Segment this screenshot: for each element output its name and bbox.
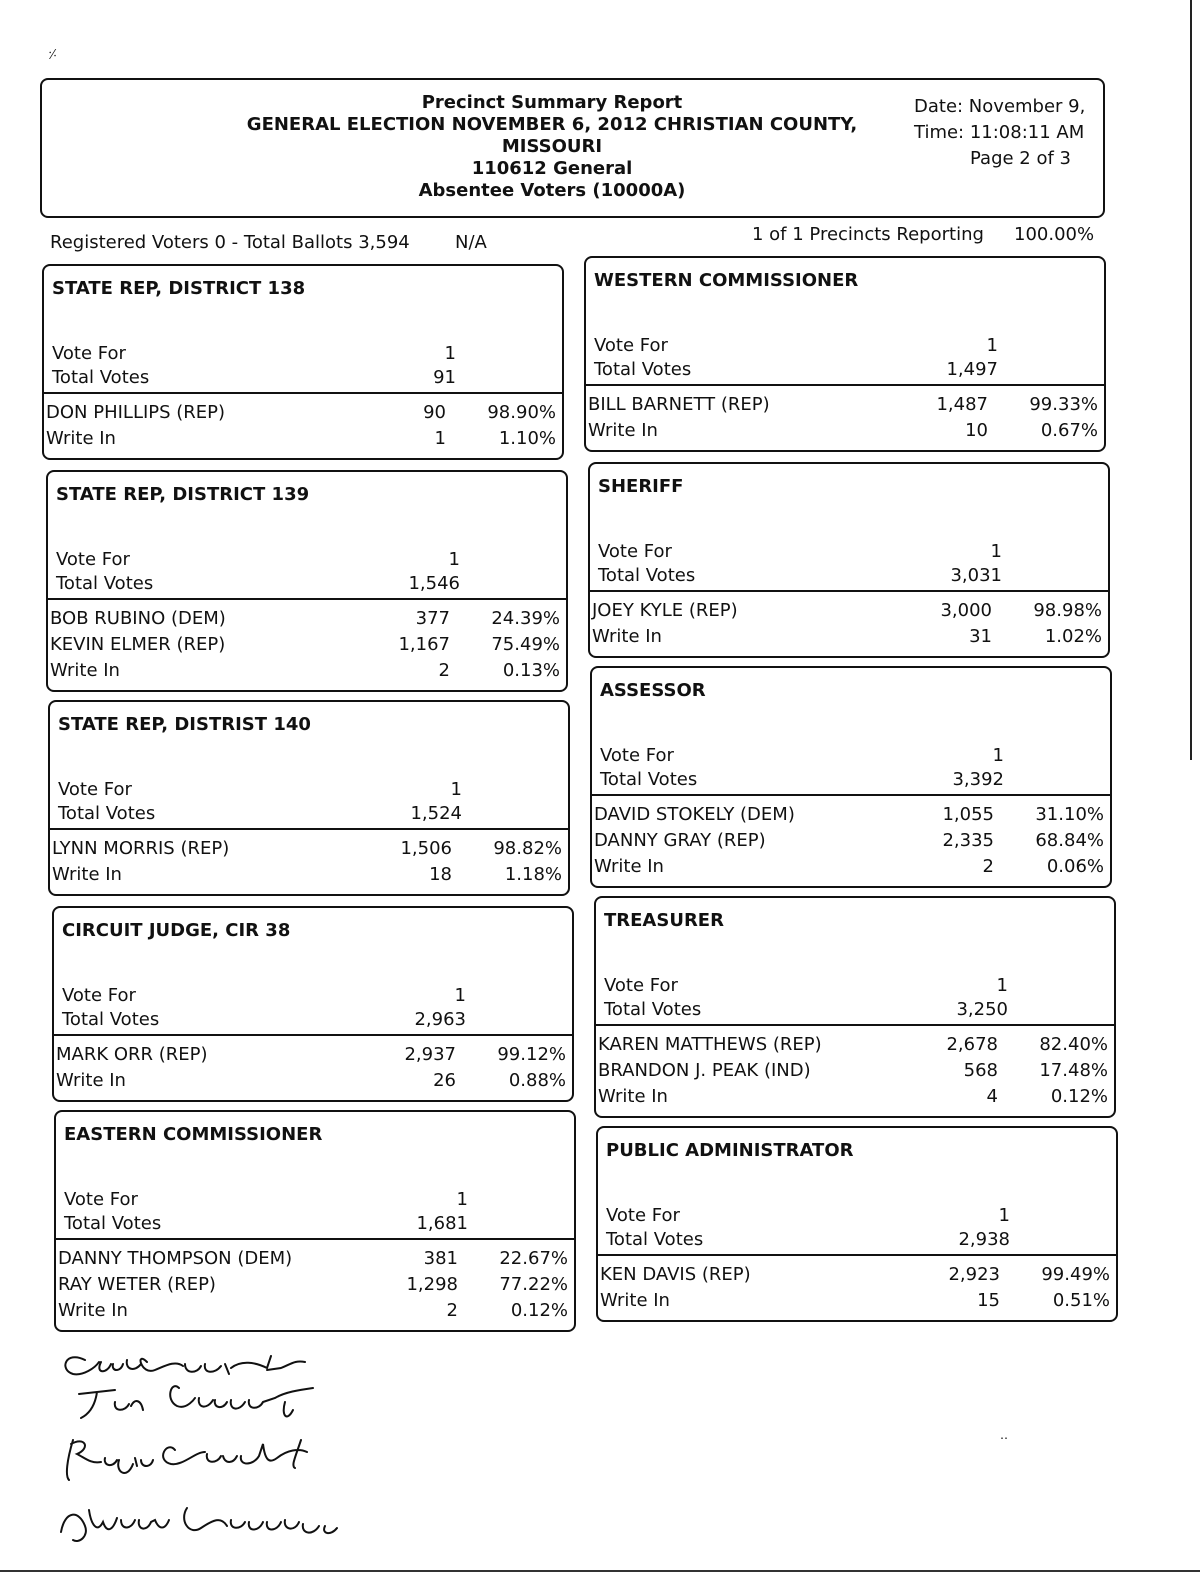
race-box-sheriff bbox=[588, 462, 1110, 658]
candidate-row bbox=[598, 1058, 1108, 1084]
race-divider bbox=[54, 1034, 572, 1036]
race-title: PUBLIC ADMINISTRATOR bbox=[606, 1140, 854, 1161]
race-meta bbox=[604, 974, 1008, 1022]
candidate-name: Write In bbox=[58, 1300, 128, 1321]
race-meta bbox=[52, 342, 456, 390]
candidate-row bbox=[50, 658, 560, 684]
candidate-name: LYNN MORRIS (REP) bbox=[52, 838, 230, 859]
total-votes-label: Total Votes bbox=[606, 1229, 704, 1250]
candidate-row bbox=[598, 1032, 1108, 1058]
vote-for-label: Vote For bbox=[58, 779, 132, 800]
candidate-row bbox=[588, 392, 1098, 418]
candidate-name: KEVIN ELMER (REP) bbox=[50, 634, 226, 655]
vote-for-value: 1 bbox=[998, 1205, 1010, 1226]
election-name: GENERAL ELECTION NOVEMBER 6, 2012 CHRISTIAN COUNTY, bbox=[246, 114, 858, 135]
total-votes-value: 3,392 bbox=[952, 769, 1004, 790]
candidate-list bbox=[56, 1042, 566, 1094]
candidate-votes: 1,487 bbox=[936, 394, 988, 415]
candidate-list bbox=[598, 1032, 1108, 1110]
race-divider bbox=[50, 828, 568, 830]
candidate-row bbox=[50, 606, 560, 632]
scan-bottom-edge bbox=[0, 1570, 1200, 1572]
candidate-percent: 0.06% bbox=[1046, 856, 1104, 877]
candidate-row bbox=[594, 854, 1104, 880]
total-votes-row bbox=[600, 768, 1004, 792]
scan-speck-mark: ⸓ bbox=[48, 47, 58, 63]
candidate-votes: 377 bbox=[415, 608, 450, 629]
candidate-votes: 1 bbox=[434, 428, 446, 449]
vote-for-label: Vote For bbox=[598, 541, 672, 562]
total-votes-row bbox=[56, 572, 460, 596]
race-divider bbox=[586, 384, 1104, 386]
candidate-name: Write In bbox=[50, 660, 120, 681]
vote-for-row bbox=[594, 334, 998, 358]
candidate-name: DANNY GRAY (REP) bbox=[594, 830, 766, 851]
vote-for-row bbox=[606, 1204, 1010, 1228]
total-votes-label: Total Votes bbox=[52, 367, 150, 388]
vote-for-label: Vote For bbox=[604, 975, 678, 996]
total-votes-row bbox=[58, 802, 462, 826]
candidate-name: BRANDON J. PEAK (IND) bbox=[598, 1060, 811, 1081]
report-meta bbox=[914, 94, 1104, 172]
candidate-votes: 31 bbox=[969, 626, 992, 647]
vote-for-value: 1 bbox=[448, 549, 460, 570]
candidate-name: KAREN MATTHEWS (REP) bbox=[598, 1034, 822, 1055]
race-box-western-commissioner bbox=[584, 256, 1106, 452]
candidate-row bbox=[46, 426, 556, 452]
race-meta bbox=[56, 548, 460, 596]
report-title-block bbox=[232, 92, 872, 202]
candidate-percent: 22.67% bbox=[499, 1248, 568, 1269]
vote-for-row bbox=[64, 1188, 468, 1212]
candidate-list bbox=[52, 836, 562, 888]
candidate-name: DANNY THOMPSON (DEM) bbox=[58, 1248, 293, 1269]
total-votes-row bbox=[52, 366, 456, 390]
candidate-percent: 17.48% bbox=[1039, 1060, 1108, 1081]
vote-for-value: 1 bbox=[450, 779, 462, 800]
candidate-percent: 0.51% bbox=[1052, 1290, 1110, 1311]
candidate-name: KEN DAVIS (REP) bbox=[600, 1264, 751, 1285]
vote-for-label: Vote For bbox=[606, 1205, 680, 1226]
candidate-row bbox=[50, 632, 560, 658]
candidate-votes: 568 bbox=[963, 1060, 998, 1081]
candidate-percent: 98.90% bbox=[487, 402, 556, 423]
total-votes-label: Total Votes bbox=[600, 769, 698, 790]
total-votes-row bbox=[598, 564, 1002, 588]
race-meta bbox=[64, 1188, 468, 1236]
total-votes-row bbox=[594, 358, 998, 382]
candidate-percent: 82.40% bbox=[1039, 1034, 1108, 1055]
candidate-votes: 15 bbox=[977, 1290, 1000, 1311]
race-meta bbox=[600, 744, 1004, 792]
registered-na: N/A bbox=[455, 232, 487, 253]
candidate-row bbox=[58, 1272, 568, 1298]
candidate-votes: 2,923 bbox=[948, 1264, 1000, 1285]
report-title: Precinct Summary Report bbox=[421, 92, 683, 113]
candidate-row bbox=[592, 598, 1102, 624]
candidate-name: BILL BARNETT (REP) bbox=[588, 394, 770, 415]
vote-for-value: 1 bbox=[992, 745, 1004, 766]
race-title: TREASURER bbox=[604, 910, 724, 931]
candidate-percent: 1.18% bbox=[504, 864, 562, 885]
candidate-list bbox=[46, 400, 556, 452]
vote-for-value: 1 bbox=[444, 343, 456, 364]
total-votes-row bbox=[62, 1008, 466, 1032]
candidate-name: Write In bbox=[46, 428, 116, 449]
candidate-row bbox=[600, 1262, 1110, 1288]
candidate-row bbox=[56, 1042, 566, 1068]
report-date: Date: November 9, bbox=[914, 96, 1086, 117]
vote-for-label: Vote For bbox=[62, 985, 136, 1006]
vote-for-row bbox=[62, 984, 466, 1008]
race-box-state-rep-district-139 bbox=[46, 470, 568, 692]
candidate-percent: 68.84% bbox=[1035, 830, 1104, 851]
candidate-name: BOB RUBINO (DEM) bbox=[50, 608, 226, 629]
candidate-percent: 1.02% bbox=[1044, 626, 1102, 647]
candidate-percent: 98.82% bbox=[493, 838, 562, 859]
candidate-row bbox=[588, 418, 1098, 444]
race-divider bbox=[596, 1024, 1114, 1026]
candidate-votes: 2 bbox=[438, 660, 450, 681]
race-divider bbox=[56, 1238, 574, 1240]
candidate-votes: 2 bbox=[982, 856, 994, 877]
vote-for-label: Vote For bbox=[64, 1189, 138, 1210]
race-title: STATE REP, DISTRIST 140 bbox=[58, 714, 311, 735]
total-votes-row bbox=[604, 998, 1008, 1022]
vote-for-value: 1 bbox=[456, 1189, 468, 1210]
race-box-state-rep-distrist-140 bbox=[48, 700, 570, 896]
total-votes-row bbox=[64, 1212, 468, 1236]
candidate-row bbox=[56, 1068, 566, 1094]
race-meta bbox=[594, 334, 998, 382]
candidate-votes: 18 bbox=[429, 864, 452, 885]
total-votes-value: 1,497 bbox=[946, 359, 998, 380]
candidate-name: Write In bbox=[598, 1086, 668, 1107]
candidate-percent: 24.39% bbox=[491, 608, 560, 629]
race-title: EASTERN COMMISSIONER bbox=[64, 1124, 323, 1145]
candidate-list bbox=[592, 598, 1102, 650]
candidate-row bbox=[600, 1288, 1110, 1314]
voter-group: Absentee Voters (10000A) bbox=[418, 180, 686, 201]
election-code: 110612 General bbox=[471, 158, 633, 179]
candidate-row bbox=[592, 624, 1102, 650]
vote-for-row bbox=[598, 540, 1002, 564]
candidate-name: Write In bbox=[56, 1070, 126, 1091]
vote-for-row bbox=[52, 342, 456, 366]
total-votes-value: 3,250 bbox=[956, 999, 1008, 1020]
race-title: STATE REP, DISTRICT 138 bbox=[52, 278, 306, 299]
candidate-row bbox=[594, 828, 1104, 854]
race-box-state-rep-district-138 bbox=[42, 264, 564, 460]
candidate-list bbox=[588, 392, 1098, 444]
vote-for-value: 1 bbox=[990, 541, 1002, 562]
election-state: MISSOURI bbox=[501, 136, 603, 157]
candidate-percent: 0.12% bbox=[510, 1300, 568, 1321]
total-votes-label: Total Votes bbox=[56, 573, 154, 594]
candidate-list bbox=[50, 606, 560, 684]
candidate-name: Write In bbox=[594, 856, 664, 877]
candidate-votes: 2,678 bbox=[946, 1034, 998, 1055]
race-divider bbox=[590, 590, 1108, 592]
vote-for-value: 1 bbox=[454, 985, 466, 1006]
candidate-votes: 4 bbox=[986, 1086, 998, 1107]
total-votes-label: Total Votes bbox=[604, 999, 702, 1020]
candidate-votes: 1,506 bbox=[400, 838, 452, 859]
vote-for-value: 1 bbox=[996, 975, 1008, 996]
candidate-list bbox=[594, 802, 1104, 880]
candidate-percent: 0.13% bbox=[502, 660, 560, 681]
total-votes-label: Total Votes bbox=[58, 803, 156, 824]
candidate-name: Write In bbox=[592, 626, 662, 647]
race-title: WESTERN COMMISSIONER bbox=[594, 270, 859, 291]
vote-for-row bbox=[56, 548, 460, 572]
candidate-percent: 0.88% bbox=[508, 1070, 566, 1091]
total-votes-value: 1,524 bbox=[410, 803, 462, 824]
candidate-percent: 99.12% bbox=[497, 1044, 566, 1065]
race-box-circuit-judge-cir-38 bbox=[52, 906, 574, 1102]
candidate-list bbox=[58, 1246, 568, 1324]
precincts-reporting: 1 of 1 Precincts Reporting bbox=[752, 224, 984, 245]
candidate-votes: 2 bbox=[446, 1300, 458, 1321]
race-divider bbox=[48, 598, 566, 600]
race-meta bbox=[598, 540, 1002, 588]
vote-for-value: 1 bbox=[986, 335, 998, 356]
vote-for-label: Vote For bbox=[52, 343, 126, 364]
race-meta bbox=[606, 1204, 1010, 1252]
candidate-percent: 1.10% bbox=[498, 428, 556, 449]
candidate-votes: 1,167 bbox=[398, 634, 450, 655]
total-votes-label: Total Votes bbox=[64, 1213, 162, 1234]
candidate-name: JOEY KYLE (REP) bbox=[592, 600, 738, 621]
candidate-row bbox=[594, 802, 1104, 828]
race-divider bbox=[44, 392, 562, 394]
report-time: Time: 11:08:11 AM bbox=[914, 122, 1085, 143]
candidate-name: Write In bbox=[52, 864, 122, 885]
candidate-percent: 99.49% bbox=[1041, 1264, 1110, 1285]
total-votes-value: 1,546 bbox=[408, 573, 460, 594]
race-title: SHERIFF bbox=[598, 476, 684, 497]
vote-for-label: Vote For bbox=[594, 335, 668, 356]
scan-page-edge bbox=[1190, 0, 1192, 760]
race-meta bbox=[62, 984, 466, 1032]
page-number: Page 2 of 3 bbox=[970, 148, 1071, 169]
vote-for-label: Vote For bbox=[56, 549, 130, 570]
candidate-name: RAY WETER (REP) bbox=[58, 1274, 216, 1295]
total-votes-value: 3,031 bbox=[950, 565, 1002, 586]
candidate-percent: 31.10% bbox=[1035, 804, 1104, 825]
candidate-percent: 0.67% bbox=[1040, 420, 1098, 441]
race-title: STATE REP, DISTRICT 139 bbox=[56, 484, 310, 505]
race-box-public-administrator bbox=[596, 1126, 1118, 1322]
candidate-votes: 2,335 bbox=[942, 830, 994, 851]
total-votes-label: Total Votes bbox=[62, 1009, 160, 1030]
candidate-votes: 90 bbox=[423, 402, 446, 423]
candidate-votes: 3,000 bbox=[940, 600, 992, 621]
candidate-votes: 381 bbox=[423, 1248, 458, 1269]
race-box-assessor bbox=[590, 666, 1112, 888]
candidate-percent: 77.22% bbox=[499, 1274, 568, 1295]
candidate-percent: 0.12% bbox=[1050, 1086, 1108, 1107]
total-votes-label: Total Votes bbox=[594, 359, 692, 380]
report-header bbox=[40, 78, 1105, 218]
candidate-row bbox=[58, 1298, 568, 1324]
vote-for-label: Vote For bbox=[600, 745, 674, 766]
race-box-eastern-commissioner bbox=[54, 1110, 576, 1332]
candidate-votes: 2,937 bbox=[404, 1044, 456, 1065]
precincts-percent: 100.00% bbox=[1014, 224, 1095, 245]
total-votes-value: 91 bbox=[433, 367, 456, 388]
candidate-percent: 99.33% bbox=[1029, 394, 1098, 415]
candidate-name: Write In bbox=[600, 1290, 670, 1311]
candidate-percent: 75.49% bbox=[491, 634, 560, 655]
vote-for-row bbox=[58, 778, 462, 802]
race-box-treasurer bbox=[594, 896, 1116, 1118]
candidate-row bbox=[46, 400, 556, 426]
race-divider bbox=[592, 794, 1110, 796]
vote-for-row bbox=[600, 744, 1004, 768]
candidate-name: DAVID STOKELY (DEM) bbox=[594, 804, 795, 825]
signatures-icon bbox=[55, 1340, 375, 1560]
candidate-row bbox=[52, 862, 562, 888]
total-votes-label: Total Votes bbox=[598, 565, 696, 586]
total-votes-value: 2,963 bbox=[414, 1009, 466, 1030]
total-votes-value: 2,938 bbox=[958, 1229, 1010, 1250]
candidate-list bbox=[600, 1262, 1110, 1314]
scan-speck-mark: ‥ bbox=[1000, 1428, 1009, 1442]
candidate-name: MARK ORR (REP) bbox=[56, 1044, 208, 1065]
vote-for-row bbox=[604, 974, 1008, 998]
candidate-row bbox=[52, 836, 562, 862]
candidate-votes: 10 bbox=[965, 420, 988, 441]
candidate-votes: 1,055 bbox=[942, 804, 994, 825]
candidate-votes: 1,298 bbox=[406, 1274, 458, 1295]
registered-voters: Registered Voters 0 - Total Ballots 3,594 bbox=[50, 232, 410, 253]
total-votes-value: 1,681 bbox=[416, 1213, 468, 1234]
race-divider bbox=[598, 1254, 1116, 1256]
candidate-name: Write In bbox=[588, 420, 658, 441]
candidate-votes: 26 bbox=[433, 1070, 456, 1091]
candidate-name: DON PHILLIPS (REP) bbox=[46, 402, 226, 423]
race-title: CIRCUIT JUDGE, CIR 38 bbox=[62, 920, 291, 941]
total-votes-row bbox=[606, 1228, 1010, 1252]
candidate-row bbox=[58, 1246, 568, 1272]
candidate-row bbox=[598, 1084, 1108, 1110]
candidate-percent: 98.98% bbox=[1033, 600, 1102, 621]
race-meta bbox=[58, 778, 462, 826]
race-title: ASSESSOR bbox=[600, 680, 706, 701]
